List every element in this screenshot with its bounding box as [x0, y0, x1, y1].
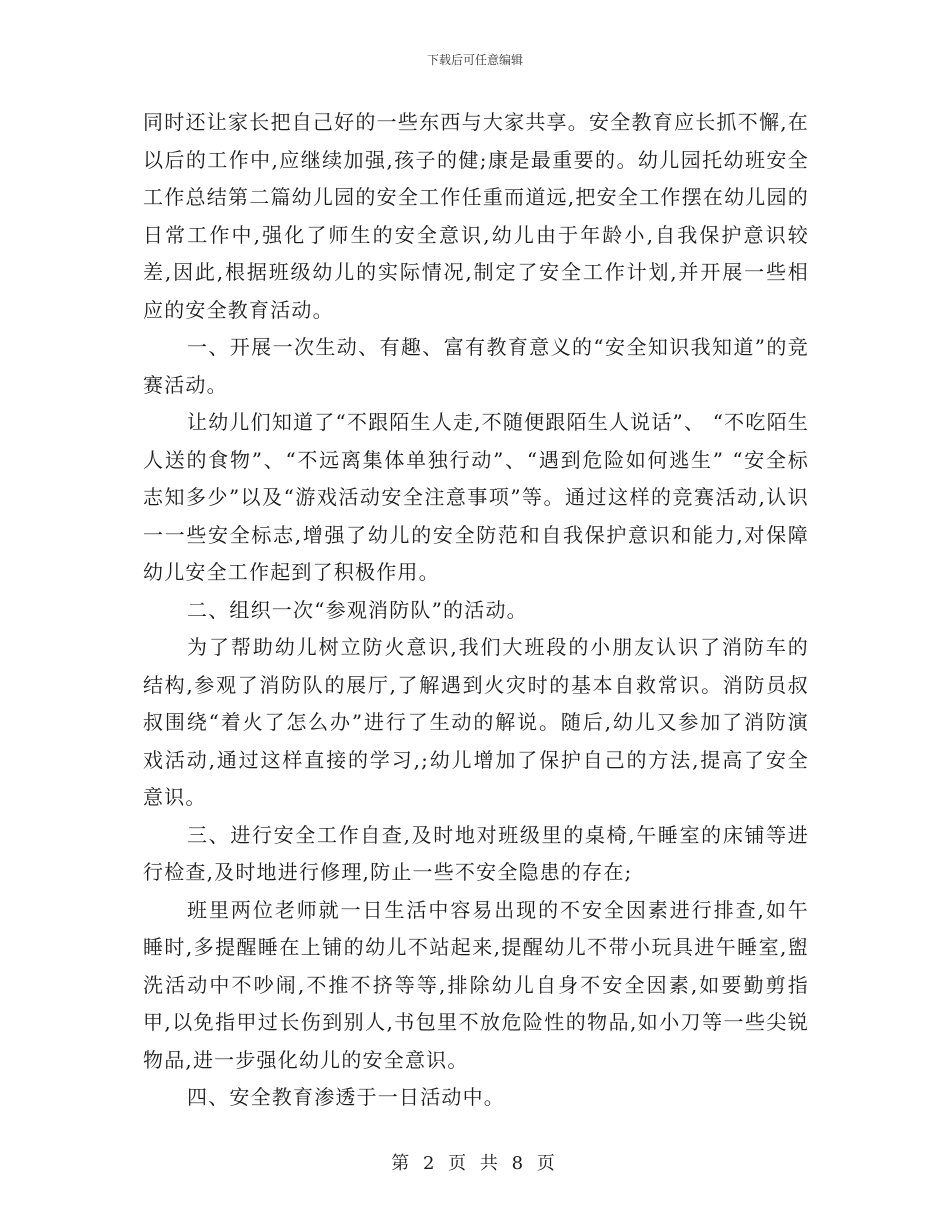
paragraph-intro: 同时还让家长把自己好的一些东西与大家共享。安全教育应长抓不懈,在以后的工作中,应继续加强,孩子的健;康是最重要的。幼儿园托幼班安全工作总结第二篇幼儿园的安全工作任重而道远,把安全工作摆在幼儿园的日常工作中,强化了师生的安全意识,幼儿由于年龄小,自我保护意识较差,因此,根据班级幼儿的实际情况,制定了安全工作计划,并开展一些相应的安全教育活动。 [143, 110, 809, 322]
page-header-note: 下载后可任意编辑 [426, 53, 523, 67]
paragraph-section-4-heading: 四、安全教育渗透于一日活动中。 [187, 1085, 505, 1109]
page-number-footer: 第 2 页 共 8 页 [391, 1153, 559, 1174]
paragraph-section-3-body: 班里两位老师就一日生活中容易出现的不安全因素进行排查,如午睡时,多提醒睡在上铺的幼儿不站起来,提醒幼儿不带小玩具进午睡室,盥洗活动中不吵闹,不推不挤等等,排除幼儿自身不安全因素,如要勤剪指甲,以免指甲过长伤到别人,书包里不放危险性的物品,如小刀等一些尖锐物品,进一步强化幼儿的安全意识。 [143, 897, 809, 1072]
paragraph-section-2-body: 为了帮助幼儿树立防火意识,我们大班段的小朋友认识了消防车的结构,参观了消防队的展厅,了解遇到火灾时的基本自救常识。消防员叔叔围绕“着火了怎么办”进行了生动的解说。随后,幼儿又参加了消防演戏活动,通过这样直接的学习,;幼儿增加了保护自己的方法,提高了安全意识。 [143, 635, 809, 809]
paragraph-section-3-heading: 三、进行安全工作自查,及时地对班级里的桌椅,午睡室的床铺等进行检查,及时地进行修理,防止一些不安全隐患的存在; [143, 822, 809, 884]
paragraph-section-1-body: 让幼儿们知道了“不跟陌生人走,不随便跟陌生人说话”、 “不吃陌生人送的食物”、“不远离集体单独行动”、“遇到危险如何逃生” “安全标志知多少”以及“游戏活动安全注意事项”等。通过这样的竞赛活动,认识一一些安全标志,增强了幼儿的安全防范和自我保护意识和能力,对保障幼儿安全工作起到了积极作用。 [143, 410, 809, 584]
document-body [143, 104, 809, 1117]
paragraph-section-1-heading: 一、开展一次生动、有趣、富有教育意义的“安全知识我知道”的竞赛活动。 [143, 335, 809, 397]
paragraph-section-2-heading: 二、组织一次“参观消防队”的活动。 [187, 597, 528, 622]
